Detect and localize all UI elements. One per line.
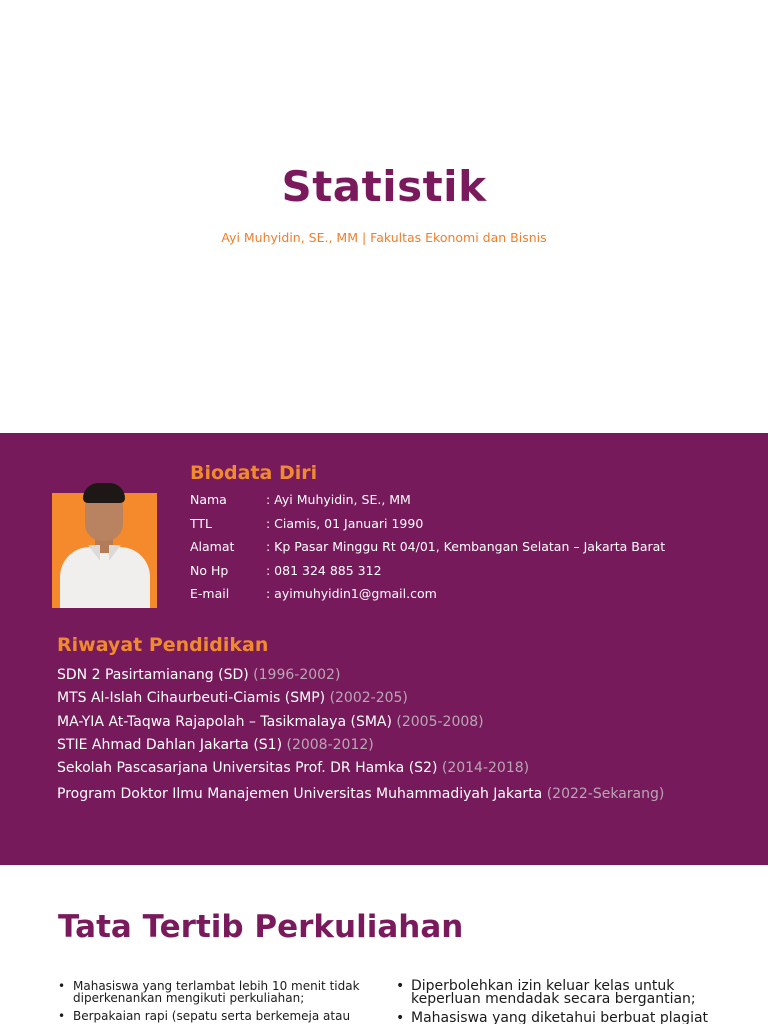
education-item [57, 760, 664, 783]
rule-text: Mahasiswa yang diketahui berbuat plagiat [411, 1010, 709, 1024]
rules-title: Tata Tertib Perkuliahan [58, 909, 464, 945]
bio-row-nama [190, 492, 665, 516]
education-school: Sekolah Pascasarjana Universitas Prof. DR Hamka (S2) [57, 760, 438, 777]
rule-text: Berpakaian rapi (sepatu serta berkemeja atau [73, 1009, 351, 1023]
bio-label: Alamat [190, 539, 235, 554]
bullet-icon: • [396, 1010, 405, 1024]
bullet-icon: • [58, 979, 66, 993]
education-item [57, 690, 664, 713]
education-item [57, 714, 664, 737]
education-heading: Riwayat Pendidikan [57, 634, 269, 656]
bio-value: : Ayi Muhyidin, SE., MM [266, 492, 411, 507]
bio-value: : ayimuhyidin1@gmail.com [266, 586, 437, 601]
rule-text: Diperbolehkan izin keluar kelas untuk keperluan mendadak secara bergantian; [411, 978, 696, 1007]
rule-item [58, 1010, 378, 1022]
bio-row-email [190, 586, 665, 610]
education-years: (2014-2018) [441, 760, 530, 777]
bio-value: : Ciamis, 01 Januari 1990 [266, 515, 424, 531]
rule-item [58, 980, 378, 1004]
bio-label: E-mail [190, 586, 230, 601]
education-years: (2022-Sekarang) [546, 786, 665, 803]
rule-item [396, 1012, 716, 1024]
bio-label: TTL [190, 515, 213, 531]
education-school: MTS Al-Islah Cihaurbeuti-Ciamis (SMP) [57, 690, 326, 707]
bio-label: Nama [190, 492, 227, 507]
education-years: (2002-205) [329, 690, 408, 707]
bullet-icon: • [58, 1009, 66, 1023]
slide-title: Statistik [281, 162, 487, 211]
education-list [57, 667, 664, 810]
rules-list-left [58, 980, 378, 1024]
rule-item [396, 980, 716, 1006]
bio-table [190, 492, 665, 610]
education-item [57, 667, 664, 690]
profile-slide [0, 433, 768, 865]
bullet-icon: • [396, 978, 405, 994]
bio-heading: Biodata Diri [190, 462, 318, 484]
education-school: MA-YIA At-Taqwa Rajapolah – Tasikmalaya (SMA) [57, 713, 392, 730]
bio-row-nohp [190, 563, 665, 587]
education-school: Program Doktor Ilmu Manajemen Universitas Muhammadiyah Jakarta [57, 786, 543, 803]
rules-list-right [396, 980, 716, 1024]
education-years: (1996-2002) [253, 667, 341, 683]
bio-row-ttl [190, 516, 665, 540]
bio-row-alamat [190, 539, 665, 563]
education-years: (2005-2008) [396, 713, 484, 730]
title-slide [0, 0, 768, 433]
bio-value: : Kp Pasar Minggu Rt 04/01, Kembangan Selatan – Jakarta Barat [266, 539, 666, 554]
education-item [57, 737, 664, 760]
education-years: (2008-2012) [286, 736, 374, 753]
education-school: SDN 2 Pasirtamianang (SD) [57, 667, 249, 683]
profile-photo [52, 475, 157, 608]
rules-slide [0, 865, 768, 1024]
education-item [57, 786, 664, 809]
education-school: STIE Ahmad Dahlan Jakarta (S1) [57, 736, 283, 753]
rule-text: Mahasiswa yang terlambat lebih 10 menit tidak diperkenankan mengikuti perkuliahan; [73, 979, 360, 1005]
bio-label: No Hp [190, 562, 229, 578]
bio-value: : 081 324 885 312 [266, 562, 382, 578]
slide-subtitle: Ayi Muhyidin, SE., MM | Fakultas Ekonomi dan Bisnis [221, 230, 547, 245]
